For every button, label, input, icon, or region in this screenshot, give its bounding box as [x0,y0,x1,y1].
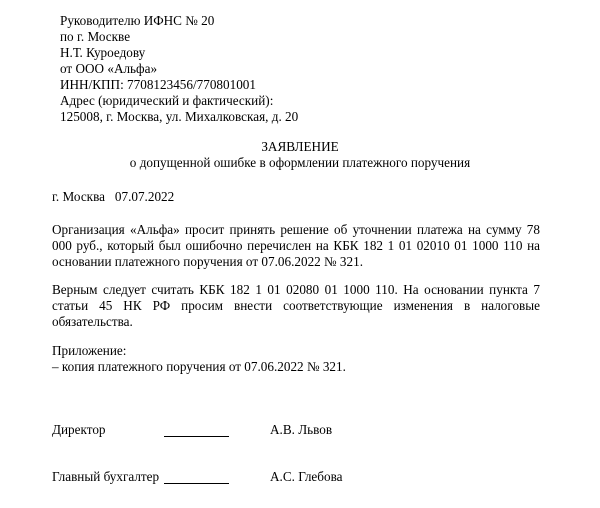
signature-row-director [52,422,552,442]
document-title: ЗАЯВЛЕНИЕ [261,139,339,154]
sender-line: от ООО «Альфа» [60,61,158,76]
signature-line [164,436,229,437]
inn-kpp-line: ИНН/КПП: 7708123456/770801001 [60,77,256,92]
addressee-line: Н.Т. Куроедову [60,45,146,60]
place-date: г. Москва 07.07.2022 [52,189,175,204]
addressee-line: Руководителю ИФНС № 20 [60,13,215,28]
body-paragraph: Верным следует считать КБК 182 1 01 02080 01 1000 110. На основании пункта 7 статьи 45 НК РФ просим внести соответствующие изменения в налоговые обязательства. [52,282,540,329]
document-title-block [0,139,600,171]
addressee-line: по г. Москве [60,29,131,44]
signature-role: Главный бухгалтер [52,469,160,484]
attachment-item: – копия платежного поручения от 07.06.2022 № 321. [52,359,346,374]
address-label: Адрес (юридический и фактический): [60,93,274,108]
attachment-label: Приложение: [52,343,127,358]
address-line: 125008, г. Москва, ул. Михалковская, д. 20 [60,109,299,124]
addressee-block [60,13,298,125]
attachment-block [52,343,346,375]
signature-name: А.С. Глебова [270,469,343,484]
signature-row-accountant [52,469,552,489]
signature-line [164,483,229,484]
signature-role: Директор [52,422,106,437]
signature-name: А.В. Львов [270,422,333,437]
document-subtitle: о допущенной ошибке в оформлении платежного поручения [129,155,471,170]
body-paragraph: Организация «Альфа» просит принять решение об уточнении платежа на сумму 78 000 руб., который был ошибочно перечислен на КБК 182 1 01 02010 01 1000 110 на основании платежного поручения от 07.06.2022 № 321. [52,222,540,269]
